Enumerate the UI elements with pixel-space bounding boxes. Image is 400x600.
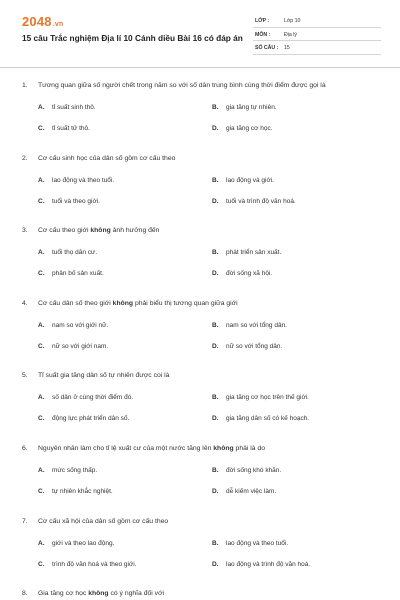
option-text: nữ so với tổng dân. bbox=[226, 342, 283, 350]
header-divider bbox=[0, 67, 400, 68]
option-c[interactable] bbox=[38, 415, 129, 422]
option-text: gia tăng cơ học trên thế giới. bbox=[226, 394, 309, 402]
option-text: nam so với giới nữ. bbox=[52, 321, 109, 329]
option-letter: D. bbox=[212, 415, 219, 423]
question-list bbox=[0, 82, 400, 600]
option-text: lao động và trình độ văn hoá. bbox=[226, 560, 311, 568]
question-item bbox=[0, 227, 400, 300]
question-text bbox=[22, 445, 265, 452]
question-number: 1. bbox=[22, 82, 28, 89]
option-text: lao động và theo tuổi. bbox=[226, 539, 289, 547]
option-letter: C. bbox=[38, 342, 45, 350]
option-letter: B. bbox=[212, 321, 219, 329]
option-letter: C. bbox=[38, 125, 45, 132]
question-number: 5. bbox=[22, 372, 28, 380]
question-emphasis: không bbox=[112, 299, 134, 307]
question-item bbox=[0, 445, 400, 518]
document-header bbox=[0, 0, 400, 66]
question-text bbox=[22, 155, 175, 162]
question-number: 6. bbox=[22, 444, 28, 452]
option-text: tỉ suất tử thô. bbox=[52, 125, 90, 132]
question-emphasis: không bbox=[90, 227, 111, 235]
option-b[interactable] bbox=[212, 177, 274, 184]
option-a[interactable] bbox=[38, 540, 114, 547]
option-letter: A. bbox=[38, 321, 45, 329]
option-c[interactable] bbox=[38, 561, 136, 568]
option-text: tỉ suất sinh thô. bbox=[52, 104, 96, 111]
question-text-part: Nguyên nhân làm cho tỉ lệ xuất cư của một nước tăng lên bbox=[38, 444, 214, 452]
option-b[interactable] bbox=[212, 249, 281, 256]
option-text: đời sống khó khăn. bbox=[226, 466, 282, 474]
option-c[interactable] bbox=[38, 488, 113, 495]
option-text: lao động và theo tuổi. bbox=[52, 176, 115, 184]
option-b[interactable] bbox=[212, 322, 287, 329]
site-logo[interactable] bbox=[22, 14, 63, 29]
option-c[interactable] bbox=[38, 343, 108, 350]
question-number: 4. bbox=[22, 299, 28, 307]
question-text bbox=[22, 82, 326, 89]
option-letter: D. bbox=[212, 342, 219, 350]
question-number: 3. bbox=[22, 227, 28, 235]
question-text-part: ảnh hưởng đến bbox=[110, 227, 160, 235]
option-d[interactable] bbox=[212, 561, 310, 568]
option-letter: D. bbox=[212, 487, 219, 495]
option-letter: C. bbox=[38, 415, 45, 423]
option-d[interactable] bbox=[212, 270, 272, 277]
option-letter: A. bbox=[38, 539, 45, 547]
question-text-part: Tỉ suất gia tăng dân số tự nhiên được coi là bbox=[38, 372, 170, 380]
option-letter: B. bbox=[212, 539, 219, 547]
option-c[interactable] bbox=[38, 198, 100, 205]
option-a[interactable] bbox=[38, 394, 133, 401]
option-text: tự nhiên khắc nghiệt. bbox=[52, 487, 113, 495]
question-text-part: phải là do bbox=[233, 444, 266, 452]
logo-suffix: .vn bbox=[52, 21, 64, 28]
option-text: mức sống thấp. bbox=[52, 466, 98, 474]
meta-row-subject bbox=[253, 28, 381, 42]
question-text bbox=[22, 372, 169, 379]
option-text: lao động và giới. bbox=[226, 176, 274, 184]
option-b[interactable] bbox=[212, 394, 309, 401]
option-letter: A. bbox=[38, 249, 45, 257]
option-letter: D. bbox=[212, 125, 219, 132]
option-a[interactable] bbox=[38, 177, 114, 184]
question-number: 2. bbox=[22, 154, 28, 162]
question-text bbox=[22, 590, 164, 597]
question-text-part: Cơ cấu theo giới bbox=[38, 227, 91, 235]
meta-table bbox=[253, 14, 381, 55]
option-letter: A. bbox=[38, 466, 45, 474]
option-a[interactable] bbox=[38, 249, 97, 256]
option-text: phân bố sản xuất. bbox=[52, 270, 104, 278]
option-text: số dân ở cùng thời điểm đó. bbox=[52, 394, 134, 402]
option-b[interactable] bbox=[212, 540, 288, 547]
question-item bbox=[0, 82, 400, 155]
option-letter: D. bbox=[212, 270, 219, 278]
option-letter: C. bbox=[38, 560, 45, 568]
option-letter: B. bbox=[212, 394, 219, 402]
logo-text: 2048 bbox=[22, 14, 52, 29]
meta-row-class bbox=[253, 14, 381, 28]
option-text: nữ so với giới nam. bbox=[52, 342, 109, 350]
option-letter: B. bbox=[212, 104, 219, 111]
option-text: giới và theo lao động. bbox=[52, 539, 115, 547]
option-a[interactable] bbox=[38, 467, 97, 474]
option-text: tuổi và trình độ văn hoá. bbox=[226, 197, 296, 205]
option-d[interactable] bbox=[212, 198, 296, 205]
option-c[interactable] bbox=[38, 270, 104, 277]
meta-value: 15 bbox=[284, 45, 290, 51]
question-item bbox=[0, 372, 400, 445]
question-text bbox=[22, 227, 159, 234]
option-a[interactable] bbox=[38, 104, 96, 111]
question-text bbox=[22, 518, 168, 525]
meta-value: Lớp 10 bbox=[284, 18, 301, 24]
option-text: dễ kiếm việc làm. bbox=[226, 487, 277, 495]
option-d[interactable] bbox=[212, 343, 282, 350]
option-text: gia tăng cơ học. bbox=[226, 125, 273, 132]
option-letter: B. bbox=[212, 466, 219, 474]
option-c[interactable] bbox=[38, 125, 90, 132]
option-letter: C. bbox=[38, 270, 45, 278]
question-text-part: có ý nghĩa đối với bbox=[108, 590, 165, 598]
option-letter: A. bbox=[38, 394, 45, 402]
option-d[interactable] bbox=[212, 415, 309, 422]
meta-label: SỐ CÂU : bbox=[255, 45, 279, 51]
option-text: tuổi và theo giới. bbox=[52, 197, 100, 205]
meta-label: LỚP : bbox=[255, 18, 270, 24]
option-letter: D. bbox=[212, 560, 219, 568]
meta-label: MÔN : bbox=[255, 31, 271, 38]
meta-value: Địa lý bbox=[284, 31, 297, 38]
option-text: đời sống xã hội. bbox=[226, 270, 273, 278]
question-item bbox=[0, 300, 400, 373]
option-letter: B. bbox=[212, 249, 219, 257]
question-emphasis: không bbox=[213, 444, 234, 452]
question-item bbox=[0, 518, 400, 591]
meta-row-count bbox=[253, 41, 381, 55]
option-text: phát triển sản xuất. bbox=[226, 249, 282, 257]
option-a[interactable] bbox=[38, 322, 108, 329]
option-text: gia tăng tự nhiên. bbox=[226, 104, 277, 111]
option-text: tuổi thọ dân cư. bbox=[52, 249, 98, 257]
option-letter: B. bbox=[212, 176, 219, 184]
question-text-part: phải biểu thị tương quan giữa giới bbox=[133, 299, 238, 307]
question-item bbox=[0, 155, 400, 228]
question-text-part: Gia tăng cơ học bbox=[38, 590, 89, 598]
option-text: trình độ văn hoá và theo giới. bbox=[52, 560, 137, 568]
question-emphasis: không bbox=[88, 590, 109, 598]
option-letter: A. bbox=[38, 176, 45, 184]
question-text-part: Tương quan giữa số người chết trong năm so với số dân trung bình cùng thời điểm được gọi là bbox=[38, 82, 326, 89]
question-text bbox=[22, 300, 238, 307]
option-text: gia tăng dân số có kế hoạch. bbox=[226, 415, 310, 423]
document-title: 15 câu Trắc nghiệm Địa lí 10 Cánh diều Bài 16 có đáp án bbox=[22, 33, 243, 43]
option-text: nam so với tổng dân. bbox=[226, 321, 287, 329]
option-letter: A. bbox=[38, 104, 45, 111]
question-text-part: Cơ cấu dân số theo giới bbox=[38, 299, 113, 307]
option-b[interactable] bbox=[212, 467, 281, 474]
question-number: 8. bbox=[22, 590, 28, 598]
question-item bbox=[0, 590, 400, 600]
option-b[interactable] bbox=[212, 104, 277, 111]
option-d[interactable] bbox=[212, 125, 273, 132]
option-d[interactable] bbox=[212, 488, 276, 495]
question-text-part: Cơ cấu xã hội của dân số gồm cơ cấu theo bbox=[38, 517, 169, 525]
question-number: 7. bbox=[22, 517, 28, 525]
question-text-part: Cơ cấu sinh học của dân số gồm cơ cấu theo bbox=[38, 154, 176, 162]
option-letter: D. bbox=[212, 197, 219, 205]
option-letter: C. bbox=[38, 197, 45, 205]
option-letter: C. bbox=[38, 487, 45, 495]
option-text: động lực phát triển dân số. bbox=[52, 415, 130, 423]
